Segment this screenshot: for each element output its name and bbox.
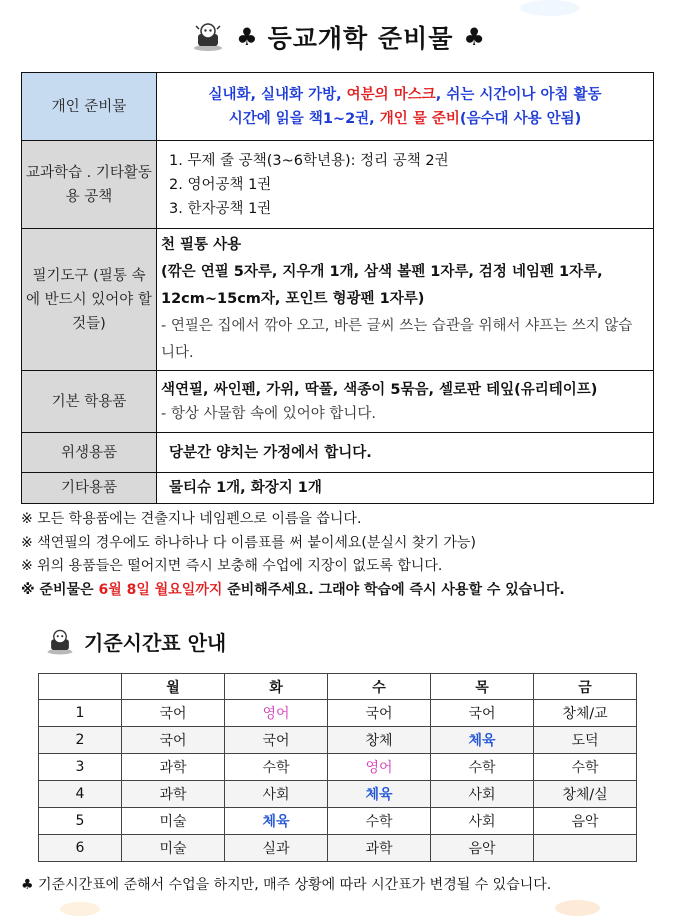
decor-blob bbox=[555, 900, 600, 916]
table-cell: 국어 bbox=[431, 700, 534, 727]
text-span: (음수대 사용 안됨) bbox=[459, 110, 582, 127]
deadline-text: 6월 8일 월요일까지 bbox=[98, 581, 223, 598]
table-cell: 체육 bbox=[431, 727, 534, 754]
text-span: , 쉬는 시간이나 아침 활동 bbox=[435, 86, 602, 103]
supplies-row-textbooks bbox=[22, 141, 654, 229]
table-row bbox=[39, 700, 637, 727]
period-cell: 3 bbox=[39, 754, 122, 781]
table-cell bbox=[534, 835, 637, 862]
header-cell: 금 bbox=[534, 674, 637, 700]
table-row bbox=[39, 781, 637, 808]
row-label: 필기도구 (필통 속에 반드시 있어야 할 것들) bbox=[22, 229, 157, 371]
text-span: ※ 준비물은 bbox=[21, 581, 99, 598]
note-item bbox=[21, 579, 661, 603]
header-cell: 월 bbox=[122, 674, 225, 700]
text-span: 준비해주세요. 그래야 학습에 즉시 사용할 수 있습니다. bbox=[222, 581, 565, 598]
table-cell: 체육 bbox=[328, 781, 431, 808]
table-cell: 음악 bbox=[431, 835, 534, 862]
table-cell: 국어 bbox=[122, 700, 225, 727]
table-cell: 사회 bbox=[431, 781, 534, 808]
period-cell: 1 bbox=[39, 700, 122, 727]
row-value: 당분간 양치는 가정에서 합니다. bbox=[157, 433, 654, 473]
supplies-row-personal bbox=[22, 73, 654, 141]
text-line: (깎은 연필 5자루, 지우개 1개, 삼색 볼펜 1자루, 검정 네임펜 1자루, 12cm~15cm자, 포인트 형광펜 1자루) bbox=[161, 264, 603, 307]
table-cell: 과학 bbox=[122, 754, 225, 781]
period-cell: 6 bbox=[39, 835, 122, 862]
period-cell: 4 bbox=[39, 781, 122, 808]
list-item: 1. 무제 줄 공책(3~6학년용): 정리 공책 2권 bbox=[169, 152, 449, 169]
table-cell: 음악 bbox=[534, 808, 637, 835]
table-cell: 수학 bbox=[534, 754, 637, 781]
page-title bbox=[0, 12, 675, 62]
header-cell bbox=[39, 674, 122, 700]
club-icon: ♣ bbox=[463, 23, 485, 51]
row-label: 기타용품 bbox=[22, 473, 157, 504]
schedule-title-text: 기준시간표 안내 bbox=[84, 631, 227, 655]
text-note: - 연필은 집에서 깎아 오고, 바른 글씨 쓰는 습관을 위해서 샤프는 쓰지 않습니다. bbox=[161, 318, 633, 361]
row-label: 개인 준비물 bbox=[22, 73, 157, 141]
schedule-title bbox=[44, 627, 226, 656]
schedule-header-row bbox=[39, 674, 637, 700]
text-line: 색연필, 싸인펜, 가위, 딱풀, 색종이 5묶음, 셀로판 테잎(유리테이프) bbox=[161, 381, 598, 398]
row-label: 기본 학용품 bbox=[22, 371, 157, 433]
table-row bbox=[39, 754, 637, 781]
supplies-row-basic bbox=[22, 371, 654, 433]
table-cell: 과학 bbox=[328, 835, 431, 862]
supplies-row-etc bbox=[22, 473, 654, 504]
note-item: ※ 위의 용품들은 떨어지면 즉시 보충해 수업에 지장이 없도록 합니다. bbox=[21, 558, 443, 574]
text-note: - 항상 사물함 속에 있어야 합니다. bbox=[161, 405, 376, 422]
table-cell: 수학 bbox=[225, 754, 328, 781]
title-text: 등교개학 준비물 bbox=[267, 24, 454, 53]
table-row bbox=[39, 835, 637, 862]
text-span: 실내화, 실내화 가방, bbox=[208, 86, 347, 103]
table-cell: 국어 bbox=[122, 727, 225, 754]
table-cell: 수학 bbox=[328, 808, 431, 835]
row-value bbox=[157, 229, 654, 371]
period-cell: 2 bbox=[39, 727, 122, 754]
schedule-footer-note: ♣ 기준시간표에 준해서 수업을 하지만, 매주 상황에 따라 시간표가 변경될 수 있습니다. bbox=[21, 877, 552, 893]
supplies-row-hygiene bbox=[22, 433, 654, 473]
table-cell: 사회 bbox=[431, 808, 534, 835]
notes bbox=[21, 508, 661, 602]
table-cell: 영어 bbox=[328, 754, 431, 781]
table-row bbox=[39, 808, 637, 835]
table-cell: 창체 bbox=[328, 727, 431, 754]
table-cell: 창체/교 bbox=[534, 700, 637, 727]
table-cell: 미술 bbox=[122, 808, 225, 835]
table-cell: 실과 bbox=[225, 835, 328, 862]
row-label: 위생용품 bbox=[22, 433, 157, 473]
row-value bbox=[157, 141, 654, 229]
header-cell: 화 bbox=[225, 674, 328, 700]
decor-blob bbox=[60, 902, 100, 916]
table-cell: 도덕 bbox=[534, 727, 637, 754]
table-row bbox=[39, 727, 637, 754]
text-line: 천 필통 사용 bbox=[161, 237, 242, 253]
club-icon: ♣ bbox=[236, 23, 258, 51]
row-value: 물티슈 1개, 화장지 1개 bbox=[157, 473, 654, 504]
highlight-span: 개인 물 준비 bbox=[379, 110, 460, 127]
table-cell: 영어 bbox=[225, 700, 328, 727]
table-cell: 사회 bbox=[225, 781, 328, 808]
table-cell: 수학 bbox=[431, 754, 534, 781]
header-cell: 수 bbox=[328, 674, 431, 700]
list-item: 2. 영어공책 1권 bbox=[169, 176, 272, 193]
table-cell: 과학 bbox=[122, 781, 225, 808]
supplies-row-writing bbox=[22, 229, 654, 371]
note-item: ※ 색연필의 경우에도 하나하나 다 이름표를 써 붙이세요(분실시 찾기 가능) bbox=[21, 534, 476, 551]
row-value bbox=[157, 73, 654, 141]
mascot-icon bbox=[190, 22, 226, 52]
header-cell: 목 bbox=[431, 674, 534, 700]
highlight-span: 여분의 마스크 bbox=[346, 86, 436, 103]
row-label: 교과학습 . 기타활동용 공책 bbox=[22, 141, 157, 229]
mascot-icon bbox=[44, 628, 76, 656]
row-value bbox=[157, 371, 654, 433]
text-span: 시간에 읽을 책1~2권, bbox=[228, 110, 380, 127]
table-cell: 국어 bbox=[225, 727, 328, 754]
supplies-table bbox=[21, 72, 654, 504]
table-cell: 창체/실 bbox=[534, 781, 637, 808]
table-cell: 미술 bbox=[122, 835, 225, 862]
schedule-table bbox=[38, 673, 637, 862]
period-cell: 5 bbox=[39, 808, 122, 835]
note-item: ※ 모든 학용품에는 견출지나 네임펜으로 이름을 씁니다. bbox=[21, 511, 362, 527]
list-item: 3. 한자공책 1권 bbox=[169, 200, 272, 217]
table-cell: 체육 bbox=[225, 808, 328, 835]
table-cell: 국어 bbox=[328, 700, 431, 727]
